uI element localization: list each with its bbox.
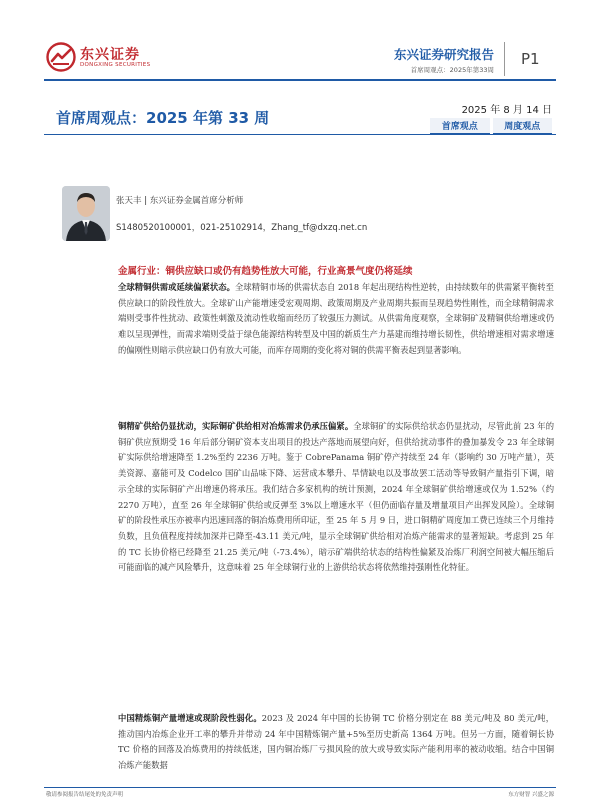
page-title: 首席周观点：2025 年第 33 周 (56, 109, 270, 127)
logo-text-en: DONGXING SECURITIES (80, 62, 151, 68)
tag-chief-view: 首席观点 (430, 118, 490, 134)
report-subtitle: 首席周观点：2025年第33周 (410, 66, 494, 74)
paragraph-lead: 全球精铜供需或延续偏紧状态。 (118, 282, 236, 292)
report-date: 2025 年 8 月 14 日 (461, 105, 552, 116)
footer-slogan: 东方财智 兴盛之源 (508, 792, 554, 798)
page-number: P1 (521, 50, 540, 68)
analyst-contact: S1480520100001，021-25102914，Zhang_tf@dxzq.net.cn (116, 223, 368, 233)
paragraph-body: 全球精铜市场的供需状态自 2018 年起出现结构性逆转，由持续数年的供需紧平衡转至供应缺口的阶段性放大。全球矿山产能增速受宏观周期、政策周期及产业周期共振而呈现趋势性刚性，而全球精铜需求端则受事件性扰动、政策性刺激及流动性收缩而经历了较强压力测试。从供需角度观察，全球铜矿及精铜供给增速或仍难以呈现弹性，而需求端则受益于绿色能源结构转型及中国的新质生产力基建而维持增长韧性，供给增速相对需求增速的偏刚性则暗示供应缺口仍有放大可能，而库存周期的变化将对铜的供需平衡表起到显著影响。 (118, 282, 554, 355)
page-header (0, 0, 600, 80)
logo-mark-icon (46, 42, 76, 72)
report-series-title: 东兴证券研究报告 (393, 47, 494, 62)
paragraph-body: 全球铜矿的实际供给状态仍显扰动，尽管此前 23 年的铜矿供应预期受 16 年后部分铜矿资本支出项目的投达产落地而展望向好，但供给扰动事件的叠加暴发令 23 年全球铜矿实际供给增速降至 1.2%至约 2236 万吨。鉴于 CobrePanama 铜矿停产持续至 24 年（影响约 30 万吨产量），英美资源、嘉能可及 Codelco 国矿山品味下降、运营成本攀升、旱情缺电以及事故罢工活动等导致铜产量指引下调，暗示全球的实际铜矿产出增速仍将承压。我们结合多家机构的统计预测，2024 年全球铜矿供给增速或仅为 1.52%（约 2270 万吨），直至 26 年全球铜矿供给或反弹至 3%以上增速水平（但仍面临存量及增量项目产出挥发风险）。全球铜矿的阶段性承压亦被率内迅速回落的铜冶炼费用所印证，至 25 年 5 月 9 日，进口铜精矿周度加工费已连续三个月维持负数，且负值程度持续加深并已降至-43.11 美元/吨，显示全球铜矿供给相对冶炼产能需求的显著短缺。考虑到 25 年的 TC 长协价格已经降至 21.25 美元/吨（-73.4%），暗示矿端供给状态的结构性偏紧及冶炼厂利润空间被大幅压缩后可能面临的减产风险攀升，这意味着 25 年全球铜行业的上游供给状态将依然维持强刚性化特征。 (118, 421, 554, 573)
paragraph-lead: 铜精矿供给仍显扰动，实际铜矿供给相对冶炼需求仍承压偏紧。 (118, 421, 354, 431)
company-logo (46, 42, 156, 72)
analyst-avatar (62, 186, 110, 241)
paragraph-china-output (118, 711, 554, 774)
analyst-portrait-icon (62, 186, 110, 241)
category-tags (430, 118, 552, 134)
paragraph-lead: 中国精炼铜产量增速或现阶段性弱化。 (118, 713, 262, 723)
paragraph-supply-demand (118, 280, 554, 359)
logo-text-cn: 东兴证券 (80, 47, 140, 63)
section-heading: 金属行业：铜供应缺口或仍有趋势性放大可能，行业高景气度仍将延续 (118, 266, 413, 277)
footer-rule (44, 787, 556, 788)
tag-weekly-view: 周度观点 (493, 118, 553, 134)
paragraph-body: 2023 及 2024 年中国的长协铜 TC 价格分别定在 88 美元/吨及 80 美元/吨，推动国内冶炼企业开工率的攀升并带动 24 年中国精炼铜产量+5%至历史新高 1364 万吨。但另一方面，随着铜长协 TC 价格的回落及冶炼费用的持续低迷，国内铜冶炼厂亏损风险的放大或导致实际产能利用率的被动收缩。结合中国铜冶炼产能数据 (118, 713, 554, 771)
title-rule (44, 134, 556, 135)
footer-disclaimer: 敬请参阅报告结尾处的免责声明 (46, 792, 124, 798)
header-rule (44, 79, 556, 81)
paragraph-mine-supply (118, 419, 554, 576)
header-divider (504, 42, 505, 76)
analyst-name: 张天丰 | 东兴证券金属首席分析师 (116, 196, 244, 206)
